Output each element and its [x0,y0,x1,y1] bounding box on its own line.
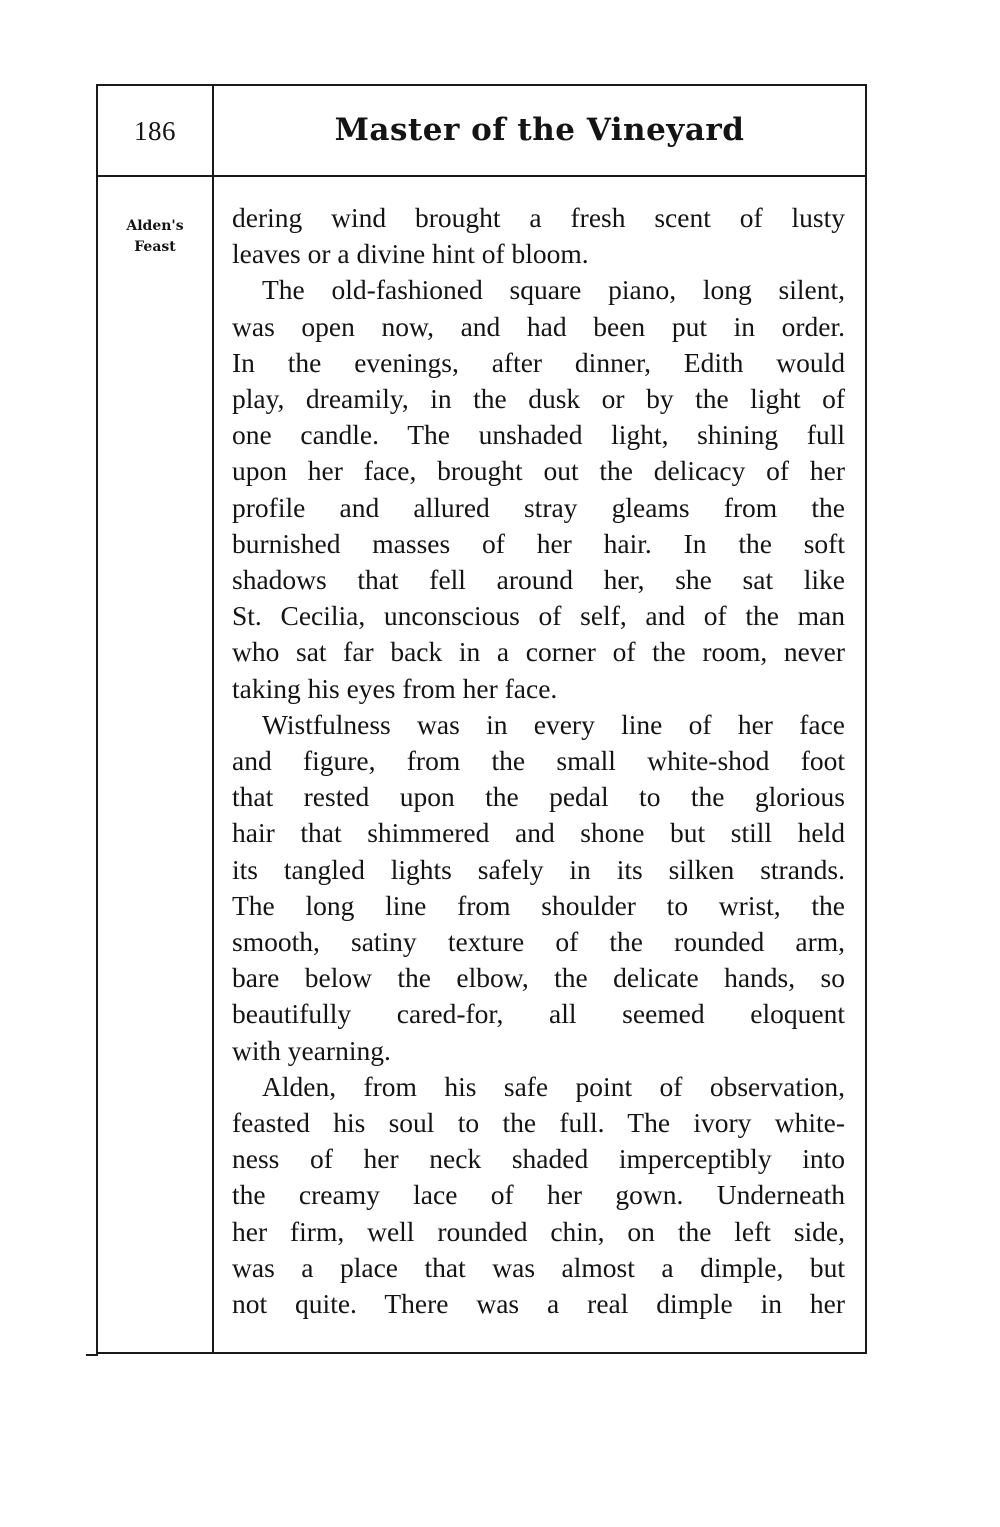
sidenote-line-1: Alden's [126,218,184,234]
body-line: taking his eyes from her face. [232,672,558,704]
body-line: Wistfulness was in every line of her face [262,708,845,740]
body-line: ness of her neck shaded imperceptibly into [232,1143,845,1175]
body-line: leaves or a divine hint of bloom. [232,238,589,270]
body-line: one candle. The unshaded light, shining full [232,419,845,451]
sidenote-line-2: Feast [134,239,176,255]
body-line: In the evenings, after dinner, Edith would [232,346,845,378]
body-line: smooth, satiny texture of the rounded arm, [232,926,845,958]
bottom-rule-tail [86,1354,98,1356]
body-line: her firm, well rounded chin, on the left side, [232,1215,845,1247]
body-line: the creamy lace of her gown. Underneath [232,1179,845,1211]
body-line: The long line from shoulder to wrist, the [232,889,845,921]
body-line: beautifully cared-for, all seemed eloquent [232,998,845,1030]
body-line: its tangled lights safely in its silken strands. [232,853,845,885]
body-line: Alden, from his safe point of observation, [262,1070,845,1102]
body-line: who sat far back in a corner of the room, never [232,636,845,668]
body-line: burnished masses of her hair. In the soft [232,527,845,559]
body-line: that rested upon the pedal to the glorious [232,781,845,813]
body-line: The old-fashioned square piano, long silent, [262,274,845,306]
body-line: shadows that fell around her, she sat like [232,564,845,596]
body-line: profile and allured stray gleams from the [232,491,845,523]
body-line: not quite. There was a real dimple in her [232,1288,845,1320]
body-line: hair that shimmered and shone but still held [232,817,845,849]
body-line: play, dreamily, in the dusk or by the light of [232,383,845,415]
body-line: dering wind brought a fresh scent of lusty [232,202,845,233]
page-number: 186 [134,116,176,146]
body-line: was a place that was almost a dimple, but [232,1251,845,1283]
body-line: and figure, from the small white-shod foot [232,745,845,777]
body-line: bare below the elbow, the delicate hands, so [232,962,845,994]
running-title: Master of the Vineyard [334,112,745,148]
margin-sidenote [98,216,212,258]
margin-column-rule [212,84,214,1354]
body-line: St. Cecilia, unconscious of self, and of the man [232,600,845,632]
body-line: with yearning. [232,1034,391,1066]
body-text [232,200,845,1322]
body-line: feasted his soul to the full. The ivory white- [232,1107,845,1139]
body-line: upon her face, brought out the delicacy of her [232,455,845,487]
body-line: was open now, and had been put in order. [232,310,845,342]
